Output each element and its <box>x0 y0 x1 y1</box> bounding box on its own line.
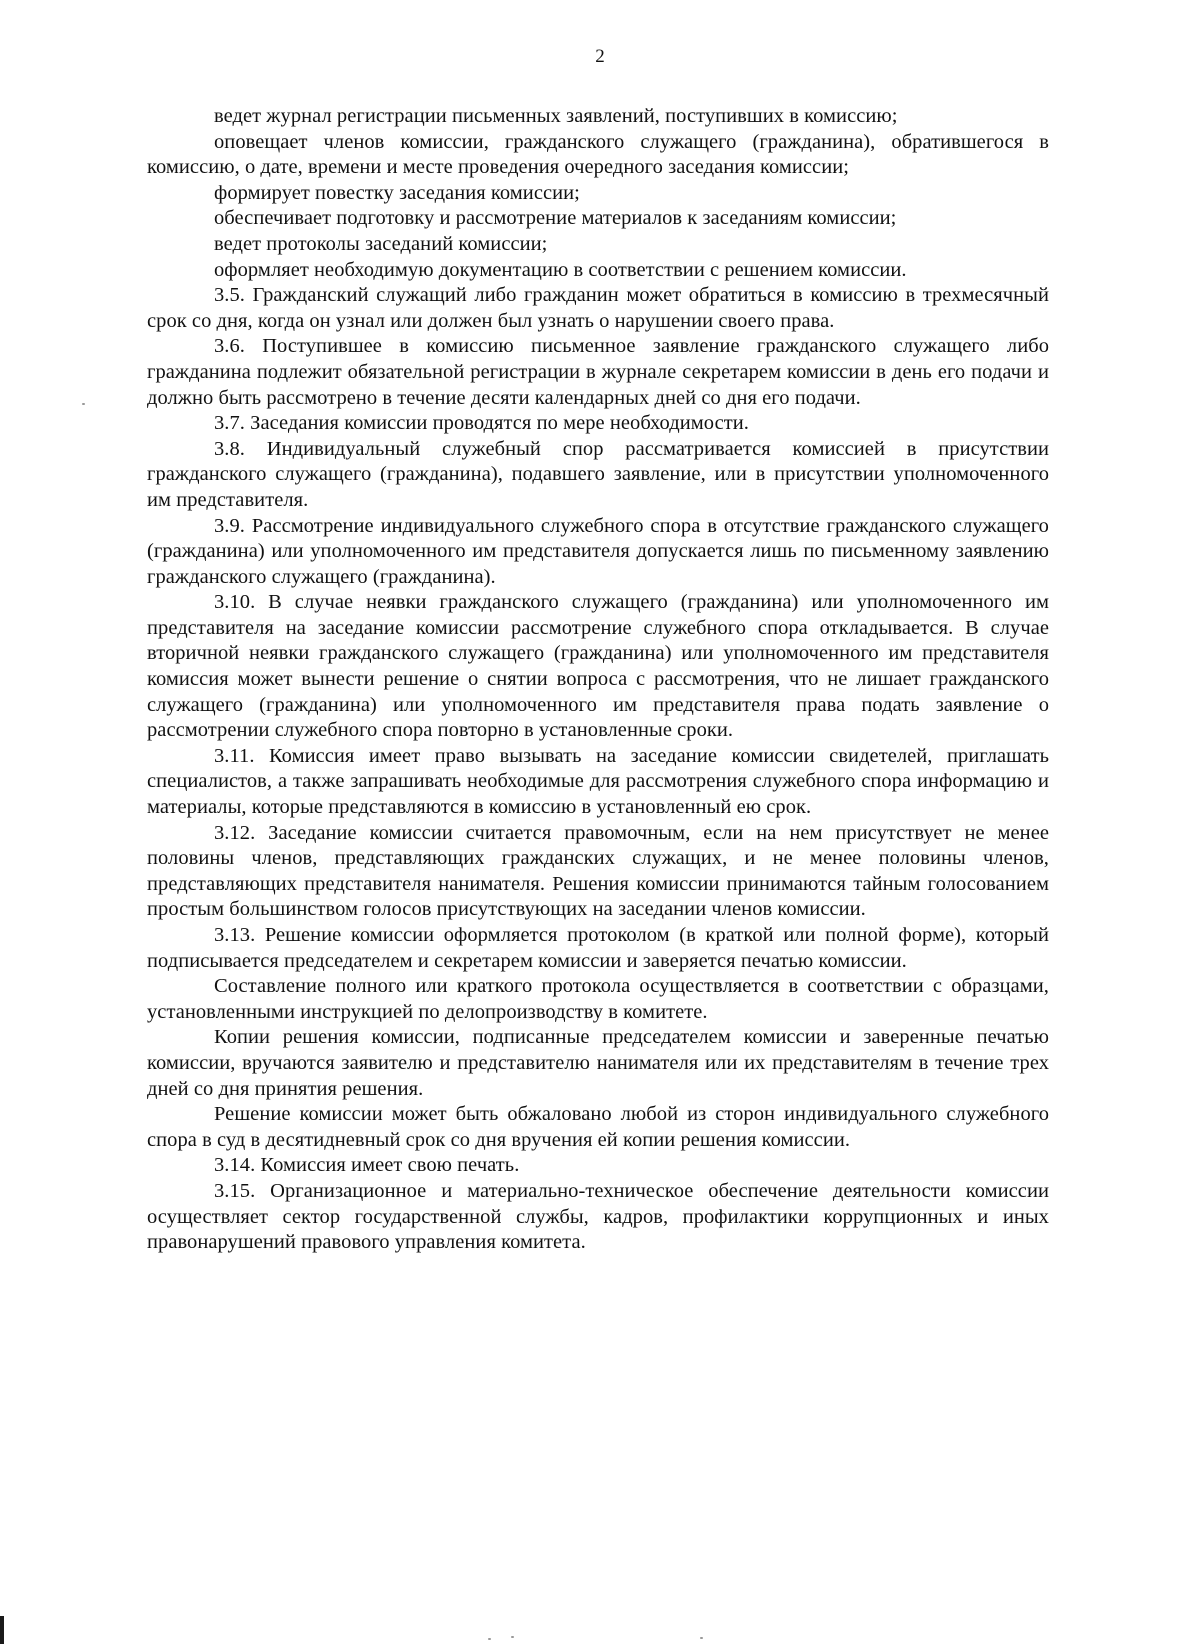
paragraph-3-14: 3.14. Комиссия имеет свою печать. <box>214 1154 520 1177</box>
paragraph: оповещает членов комиссии, гражданского служащего (гражданина), обратившегося в комиссию, о дате, времени и месте проведения очередного заседания комиссии; <box>147 130 1049 179</box>
paragraph-3-9: 3.9. Рассмотрение индивидуального служебного спора в отсутствие гражданского служащего (гражданина) или уполномоченного им представителя допускается лишь по письменному заявлению гражданского служащего (гражданина). <box>147 514 1049 588</box>
paragraph-3-5: 3.5. Гражданский служащий либо гражданин может обратиться в комиссию в трехмесячный срок со дня, когда он узнал или должен был узнать о нарушении своего права. <box>147 284 1049 332</box>
scan-speck <box>488 1638 491 1640</box>
paragraph: формирует повестку заседания комиссии; <box>214 181 580 204</box>
paragraph-3-8: 3.8. Индивидуальный служебный спор рассматривается комиссией в присутствии гражданского служащего (гражданина), подавшего заявление, или в присутствии уполномоченного им представителя. <box>147 437 1049 511</box>
paragraph: ведет протоколы заседаний комиссии; <box>214 232 548 255</box>
paragraph: Копии решения комиссии, подписанные председателем комиссии и заверенные печатью комиссии, вручаются заявителю и представителю нанимателя или их представителям в течение трех дней со дня принятия решения. <box>147 1026 1049 1100</box>
document-body <box>147 104 1049 1256</box>
paragraph: Составление полного или краткого протокола осуществляется в соответствии с образцами, установленными инструкцией по делопроизводству в комитете. <box>147 975 1049 1023</box>
paragraph-3-11: 3.11. Комиссия имеет право вызывать на заседание комиссии свидетелей, приглашать специалистов, а также запрашивать необходимые для рассмотрения служебного спора информацию и материалы, которые представляются в комиссию в установленный ею срок. <box>147 744 1049 819</box>
paragraph-3-6: 3.6. Поступившее в комиссию письменное заявление гражданского служащего либо гражданина подлежит обязательной регистрации в журнале секретарем комиссии в день его подачи и должно быть рассмотрено в течение десяти календарных дней со дня его подачи. <box>147 335 1049 409</box>
paragraph: оформляет необходимую документацию в соответствии с решением комиссии. <box>214 258 907 281</box>
paragraph-3-7: 3.7. Заседания комиссии проводятся по мере необходимости. <box>214 412 749 435</box>
scan-speck <box>700 1637 703 1639</box>
scan-edge-mark <box>0 1616 4 1644</box>
paragraph-3-15: 3.15. Организационное и материально-техническое обеспечение деятельности комиссии осуществляет сектор государственной службы, кадров, профилактики коррупционных и иных правонарушений правового управления комитета. <box>147 1179 1049 1254</box>
page-number: 2 <box>595 46 605 67</box>
paragraph-3-13: 3.13. Решение комиссии оформляется протоколом (в краткой или полной форме), который подписывается председателем и секретарем комиссии и заверяется печатью комиссии. <box>147 924 1049 972</box>
paragraph: Решение комиссии может быть обжаловано любой из сторон индивидуального служебного спора в суд в десятидневный срок со дня вручения ей копии решения комиссии. <box>147 1103 1049 1151</box>
paragraph: обеспечивает подготовку и рассмотрение материалов к заседаниям комиссии; <box>214 207 897 230</box>
paragraph-3-10: 3.10. В случае неявки гражданского служащего (гражданина) или уполномоченного им представителя на заседание комиссии рассмотрение служебного спора откладывается. В случае вторичной неявки гражданского служащего (гражданина) или уполномоченного им представителя комиссия может вынести решение о снятии вопроса с рассмотрения, что не лишает гражданского служащего (гражданина) или уполномоченного им представителя права подать заявление о рассмотрении служебного спора повторно в установленные сроки. <box>147 591 1049 742</box>
paragraph: ведет журнал регистрации письменных заявлений, поступивших в комиссию; <box>214 105 898 127</box>
scan-speck <box>82 403 85 405</box>
scan-speck <box>511 1636 514 1638</box>
paragraph-3-12: 3.12. Заседание комиссии считается правомочным, если на нем присутствует не менее половины членов, представляющих гражданских служащих, и не менее половины членов, представляющих представителя нанимателя. Решения комиссии принимаются тайным голосованием простым большинством голосов присутствующих на заседании членов комиссии. <box>147 821 1049 921</box>
